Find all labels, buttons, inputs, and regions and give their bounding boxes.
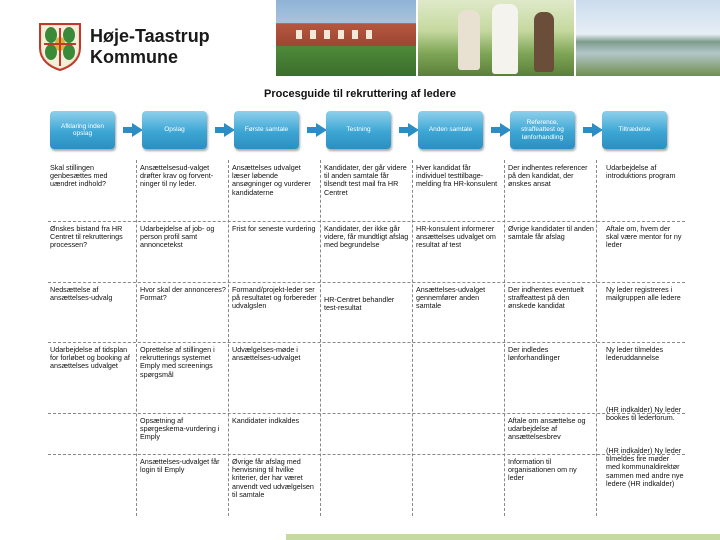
- cell-r3-c7: Ny leder registreres i mailgruppen alle ledere: [606, 286, 681, 303]
- column-divider: [504, 160, 505, 516]
- cell-r6-c6: Information til organisationen om ny leder: [508, 458, 577, 483]
- column-divider: [136, 160, 137, 516]
- brand-line-1: Høje-Taastrup: [90, 26, 210, 46]
- column-divider: [412, 160, 413, 516]
- column-divider: [596, 160, 597, 516]
- cell-r2-c2: Udarbejdelse af job- og person profil samt annoncetekst: [140, 225, 215, 250]
- column-divider: [228, 160, 229, 516]
- cell-r3-c4: HR-Centret behandler test-resultat: [324, 296, 395, 313]
- cell-r4-c2: Oprettelse af stillingen i rekrutterings systemet Emply med screenings spørgsmål: [140, 346, 215, 379]
- cell-r4-c7: Ny leder tilmeldes lederuddannelse: [606, 346, 664, 363]
- header-photo-strip: [276, 0, 720, 76]
- cell-r2-c7: Aftale om, hvem der skal være mentor for ny leder: [606, 225, 682, 250]
- brand-line-2: Kommune: [90, 47, 179, 67]
- cell-r2-c1: Ønskes bistand fra HR Centret til rekrutterings processen?: [50, 225, 123, 250]
- cell-r1-c4: Kandidater, der går videre til anden samtale får tilsendt test mail fra HR Centret: [324, 164, 407, 197]
- cell-r6-c7: (HR indkalder) Ny leder tilmeldes fire møder med kommunaldirektør sammen med andre nye ledere (HR indkalder): [606, 447, 684, 488]
- cell-r2-c6: Øvrige kandidater til anden samtale får afslag: [508, 225, 594, 242]
- cell-r3-c1: Nedsættelse af ansættelses-udvalg: [50, 286, 113, 303]
- cell-r1-c1: Skal stillingen genbesættes med uændret indhold?: [50, 164, 108, 189]
- step-anden-samtale: Anden samtale: [418, 111, 483, 149]
- cell-r1-c6: Der indhentes referencer på den kandidat, der ønskes ansat: [508, 164, 588, 189]
- cell-r1-c3: Ansættelses udvalget læser løbende ansøgninger og vurderer kandidaterne: [232, 164, 311, 197]
- step-testning: Testning: [326, 111, 391, 149]
- row-divider: [48, 454, 685, 455]
- cell-r1-c7: Udarbejdelse af introduktions program: [606, 164, 676, 181]
- row-divider: [48, 282, 685, 283]
- row-divider: [48, 342, 685, 343]
- cell-r5-c2: Opsætning af spørgeskema-vurdering i Emply: [140, 417, 220, 442]
- people-walking-photo: [418, 0, 574, 76]
- page-title: Procesguide til rekruttering af ledere: [264, 88, 456, 100]
- step-afklaring: Afklaring inden opslag: [50, 111, 115, 149]
- cell-r3-c6: Der indhentes eventuelt straffeattest på den ønskede kandidat: [508, 286, 584, 311]
- coat-of-arms-logo-icon: [38, 22, 82, 72]
- cell-r3-c3: Formand/projekt-leder ser på resultatet og forbereder udvalgslen: [232, 286, 317, 311]
- footer-accent-bar: [286, 534, 720, 540]
- cell-r3-c2: Hvor skal der annonceres? Format?: [140, 286, 226, 303]
- cell-r6-c3: Øvrige får afslag med henvisning til hvilke kriterier, der har været anvendt ved udvælgelsen til samtale: [232, 458, 314, 499]
- cell-r1-c2: Ansættelsesud-valget drøfter krav og forvent-ninger til ny leder.: [140, 164, 214, 189]
- process-steps: [50, 111, 670, 149]
- step-tiltraedelse: Tiltrædelse: [602, 111, 667, 149]
- step-reference: Reference, straffeattest og lønforhandling: [510, 111, 575, 149]
- cell-r5-c6: Aftale om ansættelse og udarbejdelse af ansættelsesbrev: [508, 417, 586, 442]
- row-divider: [48, 221, 685, 222]
- cell-r4-c1: Udarbejdelse af tidsplan for forløbet og booking af ansættelses udvalget: [50, 346, 130, 371]
- brand-name: [90, 26, 210, 68]
- step-opslag: Opslag: [142, 111, 207, 149]
- cell-r4-c3: Udvælgelses-møde i ansættelses-udvalget: [232, 346, 301, 363]
- column-divider: [320, 160, 321, 516]
- cell-r6-c2: Ansættelses-udvalget får login til Emply: [140, 458, 220, 475]
- cell-r2-c4: Kandidater, der ikke går videre, får mundtligt afslag med begrundelse: [324, 225, 409, 250]
- cell-r5-c7: (HR indkalder) Ny leder bookes til lederforum.: [606, 406, 682, 423]
- process-table: [48, 160, 685, 516]
- cell-r3-c5: Ansættelses-udvalget gennemfører anden samtale: [416, 286, 486, 311]
- cell-r4-c6: Der indledes lønforhandlinger: [508, 346, 560, 363]
- cell-r1-c5: Hver kandidat får individuel testtilbage-melding fra HR-konsulent: [416, 164, 498, 189]
- lake-landscape-photo: [576, 0, 720, 76]
- town-hall-photo: [276, 0, 416, 76]
- row-divider: [48, 413, 685, 414]
- cell-r2-c5: HR-konsulent informerer ansættelses udvalget om resultat af test: [416, 225, 496, 250]
- cell-r5-c3: Kandidater indkaldes: [232, 417, 300, 425]
- step-foerste-samtale: Første samtale: [234, 111, 299, 149]
- cell-r2-c3: Frist for seneste vurdering: [232, 225, 316, 233]
